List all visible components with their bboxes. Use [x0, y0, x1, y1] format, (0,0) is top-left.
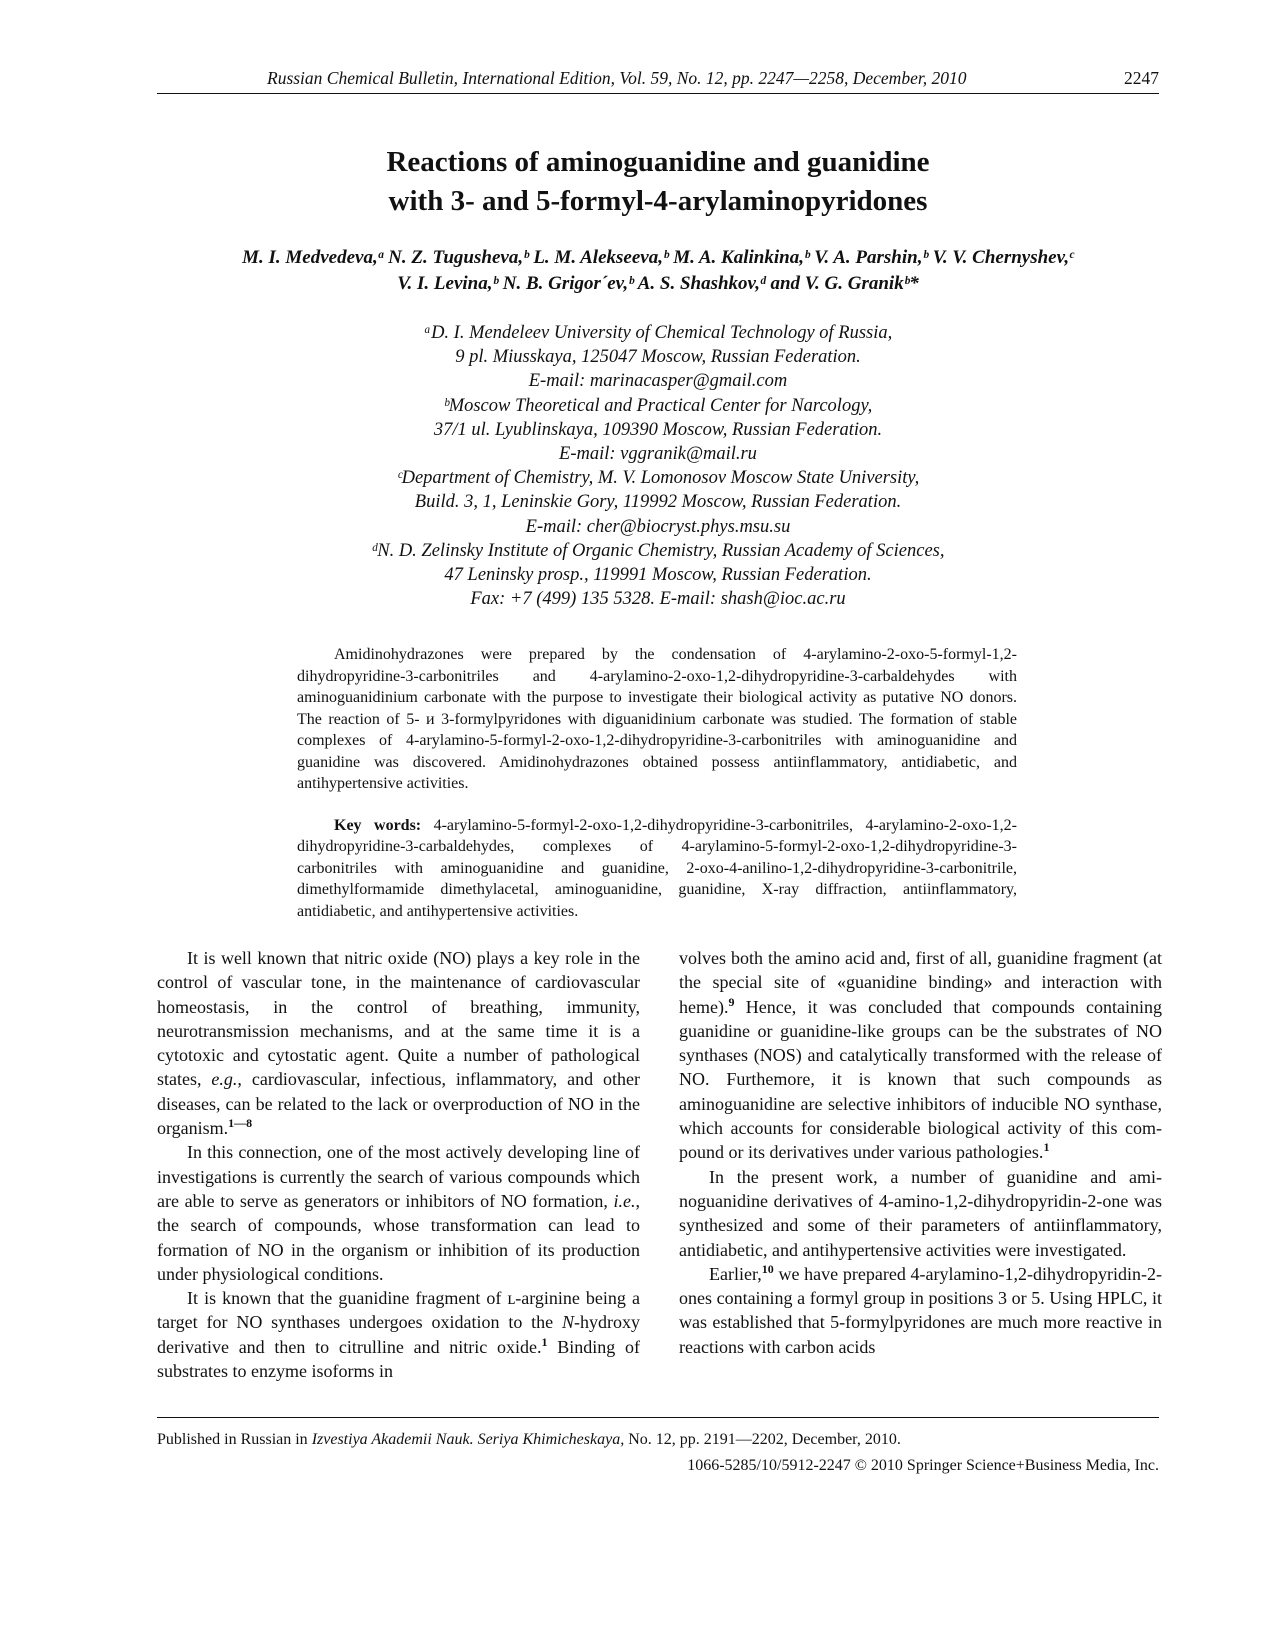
affiliation-line: ᶜDepartment of Chemistry, M. V. Lomonosov Moscow State University,	[396, 468, 920, 489]
affiliation-email: E-mail: vggranik@mail.ru	[559, 444, 757, 465]
body-paragraph: It is well known that nitric oxide (NO) plays a key role in the control of vascular tone, in the maintenance of cardiovascular homeostasis, in the control of breathing, immunity, neurotransmission mechanisms, and at the same time it is a cytotoxic and cytostatic agent. Quite a number of pathological states, e.g., cardiovascular, infectious, inflammatory, and other diseases, can be related to the lack or overproduction of NO in the organism.$^{1—8}$	[157, 948, 640, 1139]
running-header	[157, 66, 1159, 94]
body-column-left	[157, 946, 640, 1383]
footer	[157, 1417, 1159, 1479]
keywords	[297, 815, 1017, 923]
article-title	[157, 143, 1159, 221]
citation-ref: 1—8	[228, 1116, 253, 1131]
publication-note: Published in Russian in Izvestiya Akademii Nauk. Seriya Khimicheskaya, No. 12, pp. 2191—2202, December, 2010.	[157, 1431, 901, 1448]
copyright-line: 1066-5285/10/5912-2247 © 2010 Springer Science+Business Media, Inc.	[687, 1457, 1159, 1474]
citation-ref: 1	[1043, 1140, 1050, 1155]
affiliation-line: 9 pl. Miusskaya, 125047 Moscow, Russian Federation.	[455, 347, 861, 368]
body-column-right	[679, 946, 1162, 1359]
citation-ref: 10	[761, 1261, 774, 1276]
citation-ref: 9	[728, 994, 735, 1009]
body-paragraph: In this connection, one of the most actively developing line of investigations is currently the search of various compounds which are able to serve as generators or inhibitors of NO formation, i.e., the search of compounds, whose transformation can lead to formation of NO in the organism or inhibition of its production under physiological conditions.	[157, 1142, 640, 1284]
title-line-2: with 3- and 5-formyl-4-arylaminopyridones	[388, 185, 928, 217]
affiliation-line: 47 Leninsky prosp., 119991 Moscow, Russian Federation.	[444, 565, 872, 586]
abstract	[297, 644, 1017, 922]
affiliation-line: ᵈN. D. Zelinsky Institute of Organic Chemistry, Russian Academy of Sciences,	[371, 540, 945, 561]
affiliation-line: ᵇMoscow Theoretical and Practical Center for Narcology,	[443, 395, 873, 416]
body-paragraph: volves both the amino acid and, first of all, guanidine fragment (at the special site of «guanidine binding» and interaction with heme).$^9$ Hence, it was concluded that compounds containing guanidine or guanidine-like groups can be the substrates of NO synthases (NOS) and catalytically transformed with the release of NO. Furthemore, it is known that such compounds as aminoguanidine are selective inhibitors of inducible NO synthase, which accounts for considerable biological activity of this compound or its derivatives under various pathologies.$^1$	[679, 948, 1162, 1163]
body-paragraph: In the present work, a number of guanidine and aminoguanidine derivatives of 4-amino-1,2-dihydropyridin-2-one was synthesized and some of their parameters of antiinflammatory, antidiabetic, and antihypertensive activities were investigated.	[679, 1166, 1162, 1260]
keywords-label: Key words:	[334, 816, 422, 834]
affiliation-line: Build. 3, 1, Leninskie Gory, 119992 Moscow, Russian Federation.	[414, 492, 902, 513]
affiliation-email: E-mail: marinacasper@gmail.com	[528, 371, 788, 392]
body-paragraph: It is known that the guanidine fragment of ʟ-arginine being a target for NO synthases undergoes oxidation to the N-hydroxy derivative and then to citrulline and nitric oxide.$^1$ Binding of substrates to enzyme isoforms in	[157, 1288, 640, 1382]
affiliation-line: ᵃD. I. Mendeleev University of Chemical Technology of Russia,	[423, 323, 893, 343]
affiliation-email: Fax: +7 (499) 135 5328. E-mail: shash@ioc.ac.ru	[470, 589, 846, 610]
affiliations	[157, 321, 1159, 611]
title-line-1: Reactions of aminoguanidine and guanidine	[386, 146, 930, 178]
keywords-text: 4-arylamino-5-formyl-2-oxo-1,2-dihydropyridine-3-carbonitriles, 4-arylamino-2-oxo-1,2-dihydropyridine-3-carbaldehydes, complexes of 4-arylamino-5-formyl-2-oxo-1,2-dihydropyridine-3-carbonitriles with aminoguanidine and guanidine, 2-oxo-4-anilino-1,2-dihydropyridine-3-carbonitrile, dimethylformamide dimethylacetal, aminoguanidine, guanidine, X-ray diffraction, antiinflammatory, antidiabetic, and antihypertensive activities.	[297, 816, 1017, 920]
author-list	[157, 245, 1159, 297]
citation-ref: 1	[541, 1334, 548, 1349]
body-paragraph: Earlier,$^{10}$ we have prepared 4-arylamino-1,2-dihydropyridin-2-ones containing a formyl group in positions 3 or 5. Using HPLC, it was established that 5-formylpyridones are much more reactive in reactions with carbon acids	[679, 1261, 1162, 1357]
page-number: 2247	[1124, 68, 1159, 88]
authors-line-2: V. I. Levina,ᵇ N. B. Grigor´ev,ᵇ A. S. Shashkov,ᵈ and V. G. Granikᵇ*	[397, 273, 919, 294]
affiliation-email: E-mail: cher@biocryst.phys.msu.su	[525, 516, 791, 537]
authors-line-1: M. I. Medvedeva,ᵃ N. Z. Tugusheva,ᵇ L. M. Alekseeva,ᵇ M. A. Kalinkina,ᵇ V. A. Parshin,ᵇ V. V. Chernyshev,ᶜ	[242, 247, 1074, 268]
affiliation-line: 37/1 ul. Lyublinskaya, 109390 Moscow, Russian Federation.	[433, 419, 883, 440]
journal-citation: Russian Chemical Bulletin, International Edition, Vol. 59, No. 12, pp. 2247—2258, December, 2010	[267, 68, 967, 88]
abstract-text: Amidinohydrazones were prepared by the condensation of 4-arylamino-2-oxo-5-formyl-1,2-dihydropyridine-3-carbonitriles and 4-arylamino-2-oxo-1,2-dihydropyridine-3-carbaldehydes with aminoguanidinium carbonate with the purpose to investigate their biological activity as putative NO donors. The reaction of 5- и 3-formylpyridones with diguanidinium carbonate was studied. The formation of stable complexes of 4-arylamino-5-formyl-2-oxo-1,2-dihydropyridine-3-carbonitriles with aminoguanidine and guanidine was discovered. Amidinohydrazones obtained possess antiinflammatory, antidiabetic, and antihypertensive activities.	[297, 646, 1017, 792]
